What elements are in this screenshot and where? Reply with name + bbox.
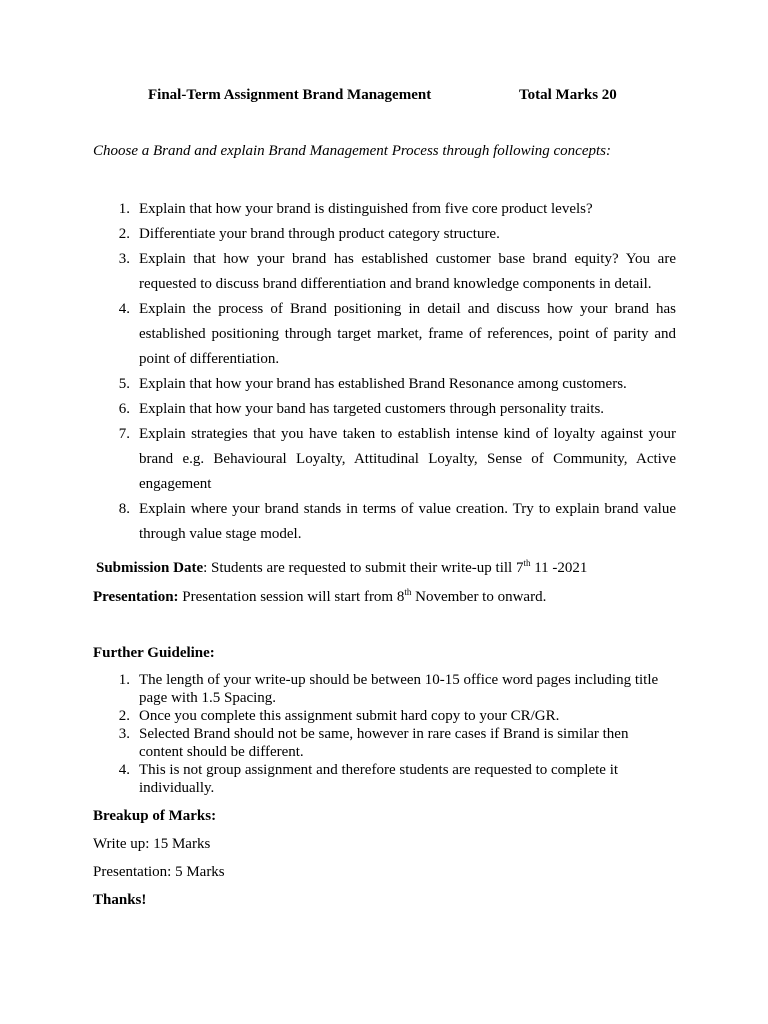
question-text: Explain strategies that you have taken to establish intense kind of loyalty against your brand e.g. Behavioural Loyalty, Attitudinal Loyalty, Sense of Community, Active engagement bbox=[139, 426, 676, 492]
question-number: 8. bbox=[118, 501, 130, 517]
guideline-item-4 bbox=[108, 761, 668, 797]
question-number: 3. bbox=[118, 251, 130, 267]
question-text: Explain that how your band has targeted customers through personality traits. bbox=[139, 401, 605, 417]
question-number: 7. bbox=[118, 426, 130, 442]
question-text: Explain that how your brand has established Brand Resonance among customers. bbox=[139, 376, 627, 392]
submission-sup: th bbox=[523, 558, 531, 568]
question-number: 2. bbox=[118, 226, 130, 242]
question-text: Differentiate your brand through product category structure. bbox=[139, 226, 500, 242]
question-item-1 bbox=[108, 197, 676, 222]
question-item-7 bbox=[108, 422, 676, 497]
question-number: 1. bbox=[118, 201, 130, 217]
guideline-item-1 bbox=[108, 671, 668, 707]
question-number: 5. bbox=[118, 376, 130, 392]
submission-date-line bbox=[96, 560, 587, 577]
question-item-2 bbox=[108, 222, 676, 247]
submission-date: 11 -2021 bbox=[530, 560, 588, 576]
question-item-4 bbox=[108, 297, 676, 372]
question-text: Explain that how your brand has established customer base brand equity? You are requested to discuss brand differentiation and brand knowledge components in detail. bbox=[139, 251, 676, 292]
question-number: 4. bbox=[118, 301, 130, 317]
presentation-text-end: November to onward. bbox=[411, 589, 547, 605]
guideline-heading: Further Guideline: bbox=[93, 645, 215, 661]
guideline-number: 1. bbox=[118, 672, 130, 688]
guideline-text: The length of your write-up should be between 10-15 office word pages including title page with 1.5 Spacing. bbox=[139, 672, 659, 706]
question-text: Explain the process of Brand positioning in detail and discuss how your brand has established positioning through target market, frame of references, point of parity and point of differentiation. bbox=[139, 301, 676, 367]
presentation-text: Presentation session will start from 8 bbox=[178, 589, 405, 605]
total-marks: Total Marks 20 bbox=[519, 87, 617, 103]
intro-text: Choose a Brand and explain Brand Management Process through following concepts: bbox=[93, 143, 611, 159]
marks-heading: Breakup of Marks: bbox=[93, 808, 217, 824]
guideline-text: Selected Brand should not be same, however in rare cases if Brand is similar then content should be different. bbox=[139, 726, 629, 760]
write-up-marks: Write up: 15 Marks bbox=[93, 836, 211, 852]
presentation-line bbox=[93, 589, 546, 606]
submission-text: : Students are requested to submit their write-up till 7 bbox=[203, 560, 524, 576]
guideline-text: Once you complete this assignment submit hard copy to your CR/GR. bbox=[139, 708, 560, 724]
guideline-number: 2. bbox=[118, 708, 130, 724]
guideline-item-2 bbox=[108, 707, 668, 725]
guideline-item-3 bbox=[108, 725, 668, 761]
question-item-3 bbox=[108, 247, 676, 297]
guideline-text: This is not group assignment and therefore students are requested to complete it individually. bbox=[139, 762, 619, 796]
presentation-label: Presentation: bbox=[93, 589, 179, 605]
guideline-list bbox=[108, 671, 668, 797]
question-text: Explain where your brand stands in terms of value creation. Try to explain brand value through value stage model. bbox=[139, 501, 676, 542]
question-item-5 bbox=[108, 372, 676, 397]
guideline-number: 3. bbox=[118, 726, 130, 742]
assignment-title: Final-Term Assignment Brand Management bbox=[148, 87, 432, 103]
question-text: Explain that how your brand is distinguished from five core product levels? bbox=[139, 201, 593, 217]
question-item-8 bbox=[108, 497, 676, 547]
presentation-marks: Presentation: 5 Marks bbox=[93, 864, 225, 880]
submission-label: Submission Date bbox=[96, 560, 204, 576]
presentation-sup: th bbox=[404, 587, 412, 597]
question-list bbox=[108, 197, 676, 547]
closing-text: Thanks! bbox=[93, 892, 147, 908]
question-number: 6. bbox=[118, 401, 130, 417]
question-item-6 bbox=[108, 397, 676, 422]
guideline-number: 4. bbox=[118, 762, 130, 778]
